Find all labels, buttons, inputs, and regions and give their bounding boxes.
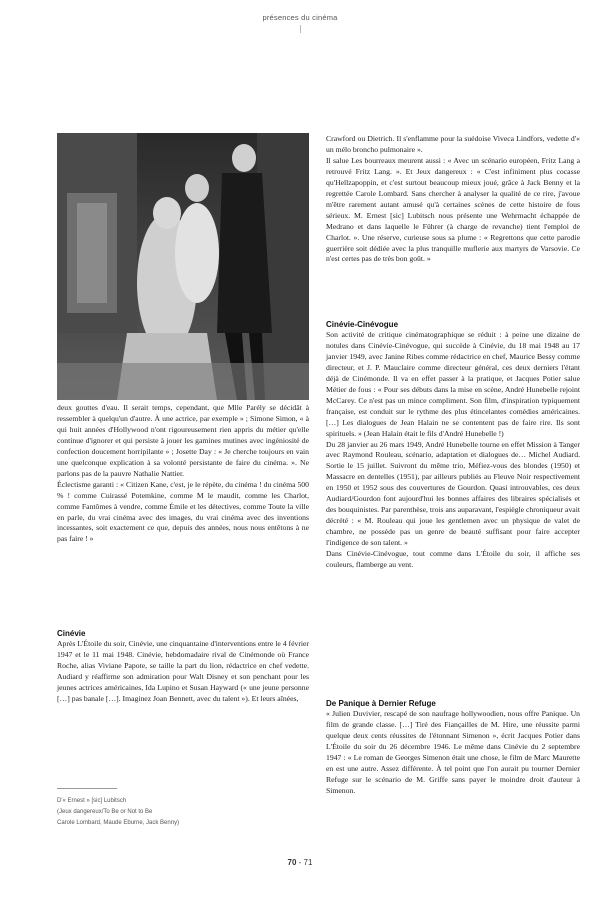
paragraph: Du 28 janvier au 26 mars 1949, André Hunebelle tourne en effet Mission à Tanger avec Raymond Rouleau, scénario, adaptation et dialogues de… Michel Audiard. Sortie le 15 juillet. Suivront du même trio, Méfiez-vous des blondes (1950) et Massacre en dentelles (1951), par ailleurs publiés au Fleuve Noir respectivement en 1950 et 1952 sous des couvertures de Gourdon. Quasi introuvables, ces deux Audiard/Gourdon font aujourd'hui les bonnes affaires des libraires spécialisés et des bouquinistes. Par parenthèse, trois ans auparavant, l'espiègle chroniqueur avait décrété : « M. Rouleau qui joue les gentlemen avec un physique de valet de chambre, ne possède pas un genre de beauté suffisant pour faire accepter l'indigence de son talent. » xyxy=(326,439,580,548)
paragraph: Crawford ou Dietrich. Il s'enflamme pour la suédoise Viveca Lindfors, vedette d'« un mélo broncho pulmonaire ». xyxy=(326,134,580,154)
film-still-photo xyxy=(57,133,309,400)
paragraph: Après L'Étoile du soir, Cinévie, une cinquantaine d'interventions entre le 4 février 1947 et le 11 mai 1948. Cinévie, hebdomadaire rival de Cinémonde où France Roche, alias Viviane Papote, se taille la part du lion, rédactrice en chef vedette. Audiard y réaffirme son admiration pour Walt Disney et son penchant pour les jeunes actrices américaines, Ida Lupino et Susan Hayward (« une jeune personne […] pas banale […]. Imaginez Joan Bennett, avec du talent »). Et leurs aînées, xyxy=(57,639,309,703)
paragraph: Dans Cinévie-Cinévogue, tout comme dans L'Étoile du soir, il affiche ses couleurs, flamberge au vent. xyxy=(326,549,580,570)
paragraph: Son activité de critique cinématographique se réduit : à peine une dizaine de notules dans Cinévie-Cinévogue, qui succède à Cinévie, du 18 mai 1948 au 17 janvier 1949, avec Janine Ribes comme rédactrice en chef, Maurice Bessy comme directeur, et J. P. Mauclaire comme directeur général, ces deux derniers l'étant déjà de Cinémonde. Il va en effet passer à la pratique, et Jacques Potier salue Métier de fous : « Pour ses débuts dans la mise en scène, André Hunebelle rejoint McCarey. Ce n'est pas un mince compliment. Son film, d'inspiration typiquement française, est conduit sur le rythme des plus étincelantes comédies américaines. […] Les dialogues de Jean Halain ne se contentent pas de faire rire. Ils sont spirituels. » (Jean Halain était le fils d'André Hunebelle !) xyxy=(326,330,580,438)
running-head-rule xyxy=(300,25,301,33)
section-heading-cinevie: Cinévie xyxy=(57,629,86,638)
paragraph: « Julien Duvivier, rescapé de son naufrage hollywoodien, nous offre Panique. Un film de grande classe. […] Tiré des Fiançailles de M. Hire, une réussite parmi quelque deux cents réussites de l'étonnant Simenon », écrit Jacques Potier dans L'Étoile du soir du 26 décembre 1946. Le même dans Cinévie du 2 septembre 1947 : « Le roman de Georges Simenon était une chose, le film de Marc Maurette en est une autre. Assez différente. À tel point que l'on aurait pu tourner Dernier Refuge sur le scénario de M. Griffe sans payer le moindre droit d'auteur à Simenon. xyxy=(326,709,580,795)
page-number xyxy=(0,858,600,867)
left-column-cinevie xyxy=(57,628,309,705)
page-number-rest: - 71 xyxy=(296,858,313,867)
right-column-cinevogue xyxy=(326,319,580,571)
section-heading-cinevie-cinevogue: Cinévie-Cinévogue xyxy=(326,320,399,329)
right-column-panique xyxy=(326,698,580,797)
page-number-bold: 70 xyxy=(287,858,297,867)
caption-line: D'« Ernest » [sic] Lubitsch xyxy=(57,798,127,804)
caption-line: Carole Lombard, Maude Eburne, Jack Benny) xyxy=(57,820,180,826)
paragraph: Il salue Les bourreaux meurent aussi : « Avec un scénario européen, Fritz Lang a retrouvé Fritz Lang. ». Et Jeux dangereux : « C'est infiniment plus cocasse qu'Hellzapoppin, et c'est surtout beaucoup mieux joué, grâce à Jack Benny et la regrettée Carole Lombard. Sans chercher à analyser la qualité de ce rire, j'avoue m'être rarement autant amusé qu'à certaines scènes de cette histoire de fous sérieux. M. Ernest [sic] Lubitsch nous présente une Wehrmacht échappée de Medrano et dans laquelle le Führer (à charge de revanche) tient l'emploi de Charlot. ». Une réserve, curieuse sous sa plume : « Regrettons que cette parodie guerrière soit dédiée avec la plus tranquille muflerie aux martyrs de Varsovie. Ce n'est certes pas de très bon goût. » xyxy=(326,155,580,264)
caption-line: (Jeux dangereux/To Be or Not to Be xyxy=(57,809,153,815)
paragraph: deux gouttes d'eau. Il serait temps, cependant, que Mlle Parély se décidât à ressembler à quelqu'un d'autre. À une actrice, par exemple » ; Simone Simon, « à qui huit années d'Hollywood n'ont rigoureusement rien appris du métier qu'elle continue d'ignorer et qui persiste à jouer les gamines mutines avec ingéniosité de confection doucement horripilante » ; Josette Day : « Je cherche toujours en vain une quelconque explication à sa volonté persistante de faire du cinéma. ». Ne parlons pas de la pauvre Nathalie Nattier. xyxy=(57,403,309,478)
paragraph: Éclectisme garanti : « Citizen Kane, c'est, je le répète, du cinéma ! du cinéma 500 % ! comme Cuirassé Potemkine, comme M le maudit, comme les Charlot, comme Fantômes à vendre, comme Émile et les détectives, comme Toute la ville en parle, du vrai cinéma avec des images, du vrai cinéma avec des inventions incessantes, soit exactement ce que, depuis des années, nous nous entêtons à ne pas faire ! » xyxy=(57,479,309,544)
photo-caption xyxy=(57,796,297,829)
right-column-top xyxy=(326,134,580,265)
running-head: présences du cinéma xyxy=(262,13,338,22)
left-column-top xyxy=(57,403,309,545)
footnote-rule xyxy=(57,788,117,789)
section-heading-panique: De Panique à Dernier Refuge xyxy=(326,699,436,708)
